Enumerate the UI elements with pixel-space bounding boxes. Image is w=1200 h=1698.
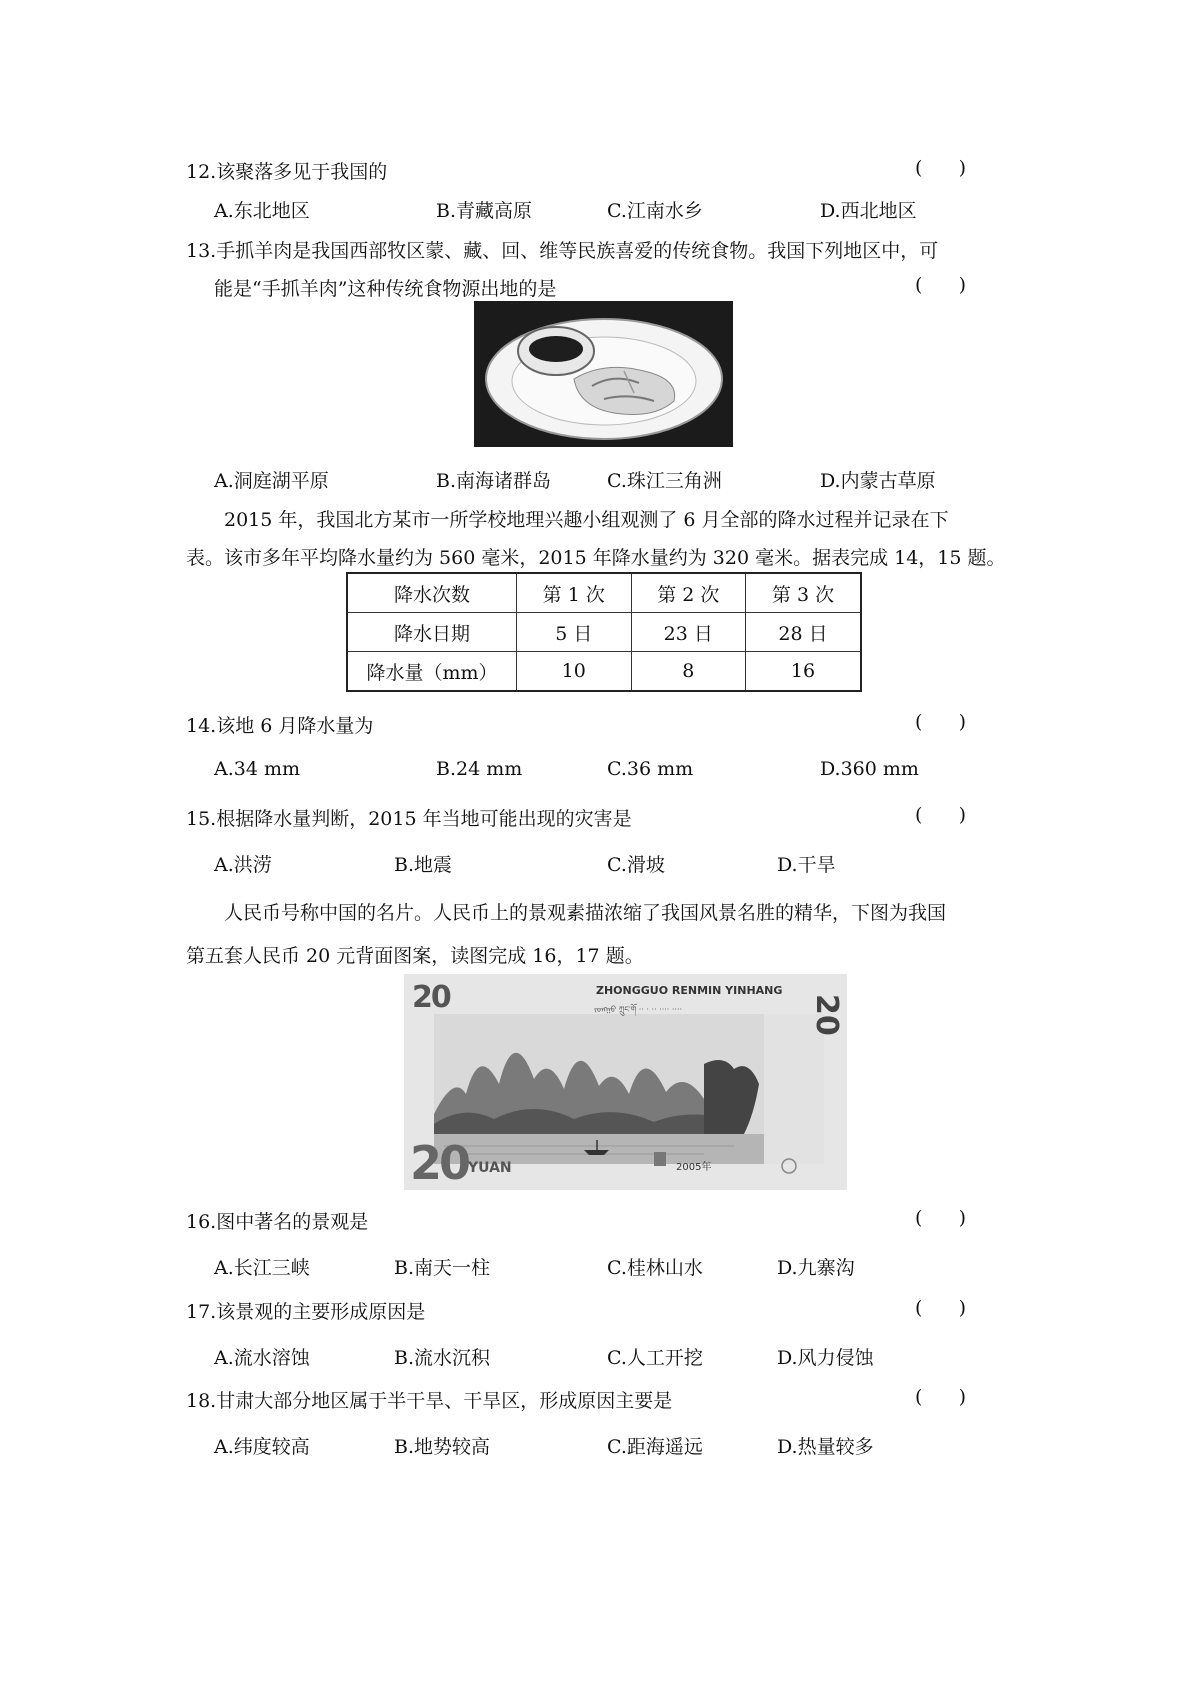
question-12-option-a: A.东北地区 (214, 200, 310, 222)
table-header-cell: 降水次数 (347, 573, 517, 613)
table-cell: 降水日期 (347, 613, 517, 652)
banknote-denomination-top: 20 (412, 980, 450, 1015)
question-13-stem-line2: 能是“手抓羊肉”这种传统食物源出地的是 (214, 278, 557, 300)
question-15-option-a: A.洪涝 (214, 854, 272, 876)
question-18-stem: 18.甘肃大部分地区属于半干旱、干旱区，形成原因主要是 (186, 1390, 673, 1412)
question-13-stem-line1: 13.手抓羊肉是我国西部牧区蒙、藏、回、维等民族喜爱的传统食物。我国下列地区中，可 (186, 240, 939, 262)
table-header-cell: 第 1 次 (517, 573, 632, 613)
question-14-option-b: B.24 mm (436, 758, 523, 780)
question-15-stem: 15.根据降水量判断，2015 年当地可能出现的灾害是 (186, 808, 632, 830)
question-16-option-d: D.九寨沟 (777, 1257, 855, 1279)
banknote-year: 2005年 (676, 1162, 712, 1173)
question-17-option-b: B.流水沉积 (394, 1347, 491, 1369)
question-12-option-d: D.西北地区 (820, 200, 917, 222)
banknote-bank-name: ZHONGGUO RENMIN YINHANG (596, 984, 783, 997)
question-17-option-d: D.风力侵蚀 (777, 1347, 874, 1369)
question-13-option-c: C.珠江三角洲 (607, 470, 722, 492)
question-17-answer-paren: ( ) (915, 1297, 967, 1319)
question-15-option-b: B.地震 (394, 854, 453, 876)
table-row (347, 652, 861, 692)
question-14-answer-paren: ( ) (915, 711, 967, 733)
table-header-cell: 第 2 次 (631, 573, 746, 613)
question-14-stem: 14.该地 6 月降水量为 (186, 715, 374, 737)
question-12-option-c: C.江南水乡 (607, 200, 703, 222)
table-header-row (347, 573, 861, 613)
question-13-answer-paren: ( ) (915, 274, 967, 296)
question-18-answer-paren: ( ) (915, 1386, 967, 1408)
hand-pulled-mutton-photo (474, 301, 733, 447)
table-cell: 28 日 (746, 613, 861, 652)
table-cell: 5 日 (517, 613, 632, 652)
question-17-stem: 17.该景观的主要形成原因是 (186, 1301, 426, 1323)
question-16-option-a: A.长江三峡 (214, 1257, 310, 1279)
table-header-cell: 第 3 次 (746, 573, 861, 613)
question-14-option-c: C.36 mm (607, 758, 694, 780)
question-17-option-a: A.流水溶蚀 (214, 1347, 310, 1369)
table-cell: 10 (517, 652, 632, 692)
question-18-option-a: A.纬度较高 (214, 1436, 310, 1458)
passage-banknote-line2: 第五套人民币 20 元背面图案，读图完成 16，17 题。 (186, 945, 644, 967)
rmb-20-yuan-banknote-image (404, 974, 847, 1190)
question-15-option-d: D.干旱 (777, 854, 836, 876)
question-18-option-b: B.地势较高 (394, 1436, 491, 1458)
banknote-denomination-vertical: 20 (809, 994, 844, 1036)
table-row (347, 613, 861, 652)
question-13-option-b: B.南海诸群岛 (436, 470, 552, 492)
rainfall-table (346, 572, 862, 692)
banknote-denomination-bottom: 20 (410, 1136, 469, 1190)
question-13-option-a: A.洞庭湖平原 (214, 470, 329, 492)
question-14-option-a: A.34 mm (214, 758, 301, 780)
question-16-answer-paren: ( ) (915, 1207, 967, 1229)
question-15-option-c: C.滑坡 (607, 854, 665, 876)
question-12-option-b: B.青藏高原 (436, 200, 533, 222)
question-18-option-d: D.热量较多 (777, 1436, 874, 1458)
question-16-option-c: C.桂林山水 (607, 1257, 703, 1279)
question-16-option-b: B.南天一柱 (394, 1257, 491, 1279)
question-18-option-c: C.距海遥远 (607, 1436, 703, 1458)
table-cell: 23 日 (631, 613, 746, 652)
question-15-answer-paren: ( ) (915, 804, 967, 826)
passage-rainfall-line2: 表。该市多年平均降水量约为 560 毫米，2015 年降水量约为 320 毫米。据表完成 14，15 题。 (186, 547, 1006, 569)
question-14-option-d: D.360 mm (820, 758, 919, 780)
banknote-yuan-label: YUAN (468, 1160, 512, 1176)
banknote-minority-scripts: ᠵᠣᠩᠭᠣ ཀྲུང་གོ ·· · ·· ···· ···· (594, 1005, 683, 1014)
table-cell: 降水量（mm） (347, 652, 517, 692)
passage-rainfall-line1: 2015 年，我国北方某市一所学校地理兴趣小组观测了 6 月全部的降水过程并记录在下 (224, 509, 949, 531)
question-12-stem: 12.该聚落多见于我国的 (186, 161, 388, 183)
question-12-answer-paren: ( ) (915, 157, 967, 179)
table-cell: 8 (631, 652, 746, 692)
question-17-option-c: C.人工开挖 (607, 1347, 703, 1369)
passage-banknote-line1: 人民币号称中国的名片。人民币上的景观素描浓缩了我国风景名胜的精华，下图为我国 (224, 902, 947, 924)
question-16-stem: 16.图中著名的景观是 (186, 1211, 369, 1233)
table-cell: 16 (746, 652, 861, 692)
question-13-option-d: D.内蒙古草原 (820, 470, 936, 492)
